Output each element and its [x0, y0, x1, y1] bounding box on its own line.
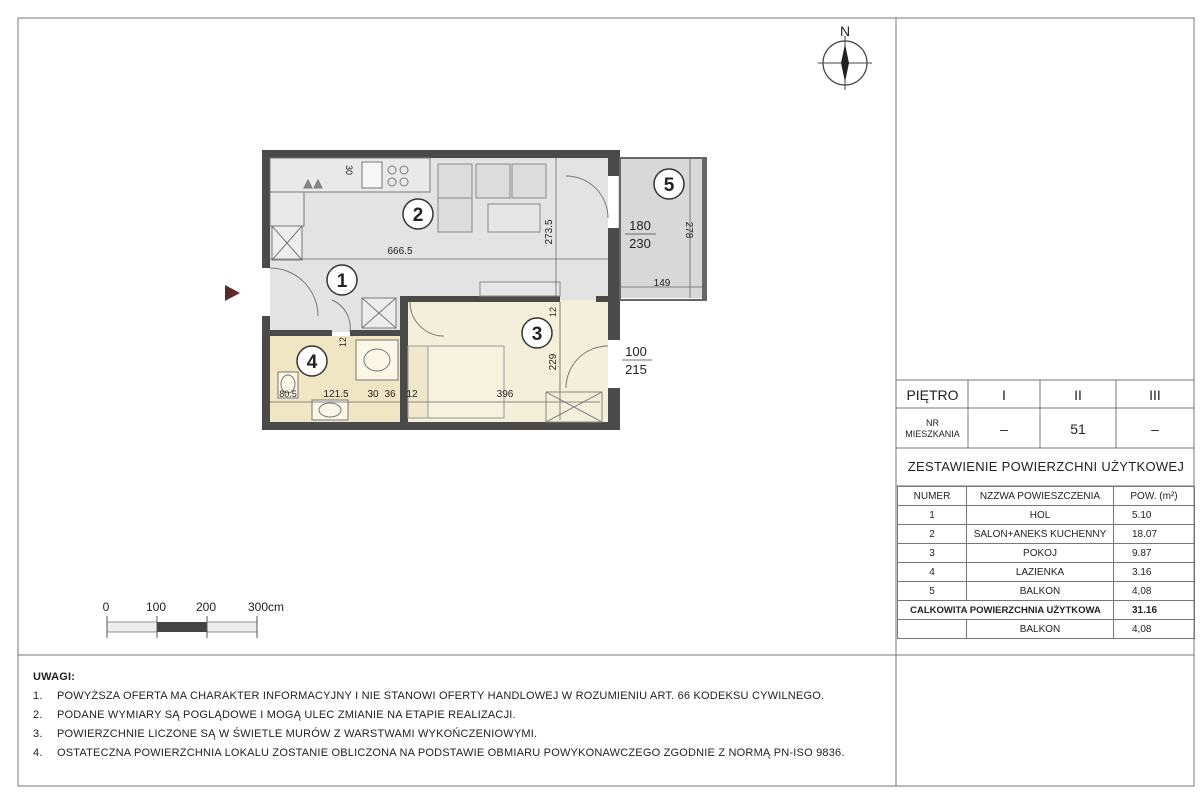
dim-balcony-door-h: 230	[629, 236, 651, 251]
table-row	[898, 544, 1195, 563]
compass-icon	[818, 23, 872, 90]
dim-bath-d: 36	[384, 389, 396, 400]
room-marker-5	[654, 169, 684, 199]
dim-living-depth: 273.5	[544, 219, 555, 245]
header-area: POW. (m²)	[1114, 487, 1195, 506]
scale-label-0: 0	[102, 600, 110, 614]
dim-balcony-door-w: 180	[629, 218, 651, 233]
dim-bath-c: 30	[367, 389, 379, 400]
note-text: POWYŻSZA OFERTA MA CHARAKTER INFORMACYJNY I NIE STANOWI OFERTY HANDLOWEJ W ROZUMIENIU ART. 66 KODEKSU CYWILNEGO.	[57, 690, 825, 702]
floor-2: II	[1074, 386, 1082, 403]
note-item	[33, 706, 845, 725]
note-text: POWIERZCHNIE LICZONE SĄ W ŚWIETLE MURÓW Z WARSTWAMI WYKOŃCZENIOWYMI.	[57, 728, 538, 740]
row-name: SALON+ANEKS KUCHENNY	[967, 525, 1114, 544]
dim-bath-b: 121.5	[323, 389, 349, 400]
scale-bar	[103, 600, 284, 638]
row-nr: 2	[898, 525, 967, 544]
room-marker-1	[327, 265, 357, 295]
note-number: 4.	[33, 747, 43, 759]
row-area: 9.87	[1114, 544, 1195, 563]
row-name: BALKON	[967, 582, 1114, 601]
room-marker-2	[403, 199, 433, 229]
bed	[408, 346, 504, 418]
room-number-2: 2	[412, 205, 424, 226]
row-name: POKOJ	[967, 544, 1114, 563]
table-row	[898, 582, 1195, 601]
summary-header-row	[898, 487, 1195, 506]
note-item	[33, 687, 845, 706]
row-area: 5.10	[1114, 506, 1195, 525]
row-name: LAZIENKA	[967, 563, 1114, 582]
row-nr: 5	[898, 582, 967, 601]
scale-label-100: 100	[145, 600, 167, 614]
dim-room-door-w: 100	[625, 344, 647, 359]
balcony-row	[898, 620, 1195, 639]
room-number-5: 5	[663, 175, 675, 196]
dim-room3-width: 396	[496, 389, 514, 400]
row-area: 4,08	[1114, 582, 1195, 601]
apt-value-1: –	[1000, 420, 1008, 437]
dim-living-width: 666.5	[387, 246, 413, 257]
table-row	[898, 563, 1195, 582]
room-marker-3	[522, 318, 552, 348]
dim-wall-12-c: 12	[406, 389, 418, 400]
room-number-3: 3	[531, 324, 543, 345]
balcony-empty-cell	[898, 620, 967, 639]
room-marker-4	[297, 346, 327, 376]
dim-room-door-h: 215	[625, 362, 647, 377]
dim-wall-12-a: 12	[548, 306, 558, 318]
row-name: HOL	[967, 506, 1114, 525]
total-value: 31.16	[1114, 601, 1195, 620]
header-number: NUMER	[898, 487, 967, 506]
notes-section	[33, 668, 845, 763]
apt-value-3: –	[1151, 420, 1159, 437]
floor-3: III	[1149, 386, 1161, 403]
row-area: 18.07	[1114, 525, 1195, 544]
balcony-label: BALKON	[967, 620, 1114, 639]
header-name: NZZWA POWIESZCZENIA	[967, 487, 1114, 506]
dim-balcony-width: 149	[653, 278, 671, 289]
floor-label: PIĘTRO	[906, 386, 959, 403]
note-text: OSTATECZNA POWIERZCHNIA LOKALU ZOSTANIE OBLICZONA NA PODSTAWIE OBMIARU POWYKONAWCZEGO ZGODNIE Z NORMĄ PN-ISO 9836.	[57, 747, 845, 759]
note-number: 2.	[33, 709, 43, 721]
note-item	[33, 744, 845, 763]
scale-label-200: 200	[195, 600, 217, 614]
summary-title: ZESTAWIENIE POWIERZCHNI UŻYTKOWEJ	[907, 458, 1185, 474]
dim-balcony-depth: 278	[683, 221, 694, 239]
notes-title: UWAGI:	[33, 671, 76, 683]
note-item	[33, 725, 845, 744]
floor-1: I	[1002, 386, 1006, 403]
entry-arrow-icon	[225, 285, 240, 301]
total-label: CALKOWITA POWIERZCHNIA UŻYTKOWA	[898, 601, 1114, 620]
note-number: 3.	[33, 728, 43, 740]
room-number-1: 1	[336, 271, 348, 292]
table-row	[898, 525, 1195, 544]
room3-wardrobe	[546, 392, 602, 422]
dim-bath-a: 80.5	[279, 389, 297, 399]
scale-label-300: 300cm	[247, 600, 285, 614]
apt-number-label	[897, 409, 968, 448]
note-number: 1.	[33, 690, 43, 702]
hall-wardrobe	[362, 298, 396, 328]
row-nr: 3	[898, 544, 967, 563]
row-nr: 1	[898, 506, 967, 525]
dim-room3-depth: 229	[548, 353, 559, 371]
apt-label-line1: NR	[926, 417, 939, 428]
note-text: PODANE WYMIARY SĄ POGLĄDOWE I MOGĄ ULEC ZMIANIE NA ETAPIE REALIZACJI.	[57, 709, 516, 721]
dim-wall-12-b: 12	[338, 336, 348, 348]
total-row	[898, 601, 1195, 620]
row-area: 3.16	[1114, 563, 1195, 582]
room-number-4: 4	[306, 352, 318, 373]
row-nr: 4	[898, 563, 967, 582]
apt-value-2: 51	[1070, 420, 1086, 437]
dim-kitchen-30: 30	[344, 164, 354, 176]
balcony-value: 4,08	[1114, 620, 1195, 639]
table-row	[898, 506, 1195, 525]
north-label: N	[839, 23, 851, 39]
apt-label-line2: MIESZKANIA	[905, 428, 960, 439]
area-summary-table	[897, 486, 1195, 639]
